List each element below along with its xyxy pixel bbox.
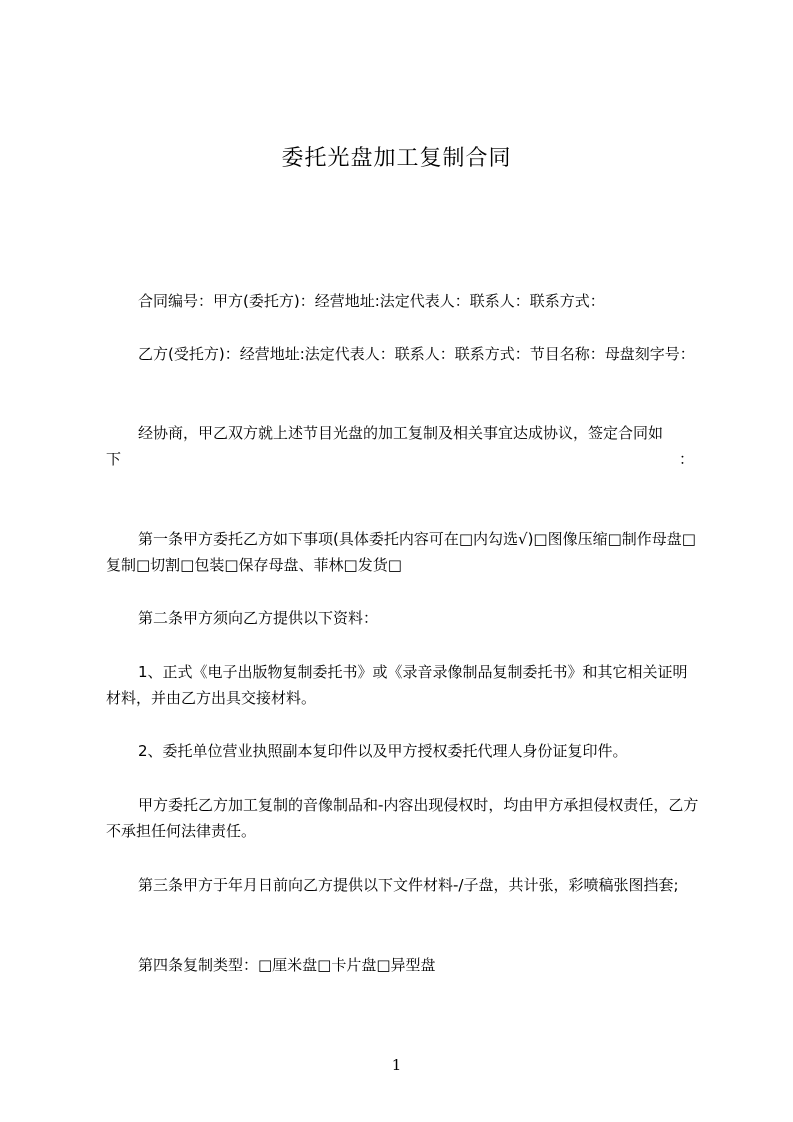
contract-header-paragraph: 合同编号：甲方(委托方)：经营地址:法定代表人：联系人：联系方式： [138,292,605,310]
article-2-item-1: 1、正式《电子出版物复制委托书》或《录音录像制品复制委托书》和其它相关证明材料，并由乙方出具交接材料。 [106,663,688,707]
party-b-paragraph: 乙方(受托方)：经营地址:法定代表人：联系人：联系方式：节目名称：母盘刻字号： [138,345,695,363]
article-1-paragraph: 第一条甲方委托乙方如下事项(具体委托内容可在□内勾选√)□图像压缩□制作母盘□复制□切割□包装□保存母盘、菲林□发货□ [106,530,696,574]
article-2-heading: 第二条甲方须向乙方提供以下资料： [138,609,379,627]
page-number: 1 [391,1056,402,1074]
agreement-paragraph [106,420,700,472]
agreement-tail-word: 下 [106,450,122,468]
document-title: 委托光盘加工复制合同 [281,146,512,171]
agreement-tail-colon: ： [678,450,694,468]
agreement-tail-row [106,446,700,472]
infringement-paragraph: 甲方委托乙方加工复制的音像制品和-内容出现侵权时，均由甲方承担侵权责任，乙方不承担任何法律责任。 [106,796,699,840]
agreement-line: 经协商，甲乙双方就上述节目光盘的加工复制及相关事宜达成协议，签定合同如 [138,424,664,442]
article-3-paragraph: 第三条甲方于年月日前向乙方提供以下文件材料-/子盘，共计张，彩喷稿张图挡套; [138,876,679,894]
article-4-paragraph: 第四条复制类型：□厘米盘□卡片盘□异型盘 [138,956,436,974]
article-2-item-2: 2、委托单位营业执照副本复印件以及甲方授权委托代理人身份证复印件。 [138,742,628,760]
